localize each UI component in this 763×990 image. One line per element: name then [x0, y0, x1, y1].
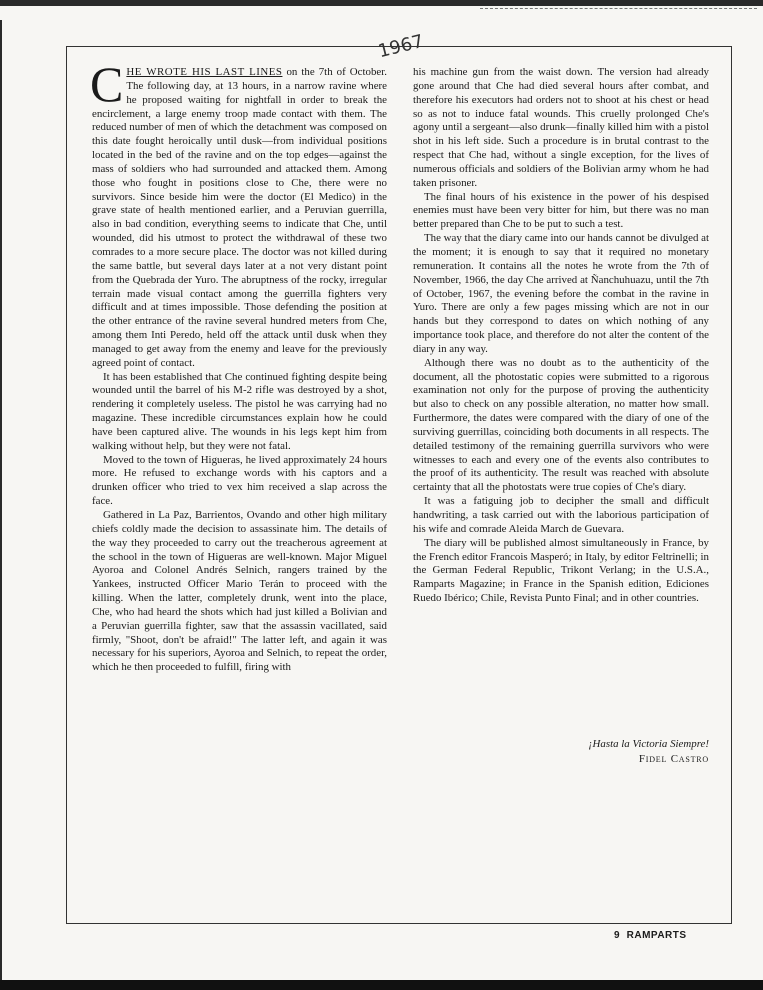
- page-number: 9: [614, 930, 621, 941]
- paragraph-8: Although there was no doubt as to the authenticity of the document, all the photostatic copies were submitted to a rigorous examination not only for the purpose of proving the authenticity but also to check on any possible alteration, no matter how small. Furthermore, the dates were compared with the diary of one of the surviving guerrillas, coinciding both documents in all respects. The detailed testimony of the remaining guerrilla survivors who were witnesses to each and every one of the events also contributes to the proof of its authenticity. The result was reached with absolute certainty that all the photostats were true copies of Che's diary.: [413, 356, 709, 494]
- opening-smallcaps: HE WROTE HIS LAST LINES: [126, 66, 283, 78]
- paragraph-2: It has been established that Che continued fighting despite being wounded until the barrel of his M-2 rifle was destroyed by a shot, rendering it completely useless. The pistol he was carrying had no magazine. These incredible circumstances explain how he could have been captured alive. The wounds in his legs kept him from walking without help, but they were not fatal.: [92, 370, 387, 452]
- handwritten-year-annotation: 1967: [376, 30, 426, 63]
- scan-bottom-edge: [0, 980, 763, 990]
- closing-motto: ¡Hasta la Victoria Siempre!: [588, 738, 709, 750]
- opening-paragraph: [90, 56, 387, 371]
- drop-cap: C: [90, 56, 124, 112]
- author-name: Fidel Castro: [638, 753, 709, 765]
- paragraph-3: Moved to the town of Higueras, he lived approximately 24 hours more. He refused to exchange words with his captors and a drunken officer who tried to vex him received a slap across the face.: [92, 453, 387, 508]
- scan-top-edge: [0, 0, 763, 6]
- signature-block: [413, 737, 709, 767]
- right-column: [413, 66, 709, 606]
- paragraph-10: The diary will be published almost simultaneously in France, by the French editor Francois Masperó; in Italy, by editor Feltrinelli; in the German Federal Republic, Trikont Verlang; in the U.S.A., Ramparts Magazine; in France in the Spanish edition, Ediciones Ruedo Ibérico; Chile, Revista Punto Final; and in other countries.: [413, 536, 709, 605]
- paragraph-4: Gathered in La Paz, Barrientos, Ovando and other high military chiefs coldly made the decision to assassinate him. The details of the way they proceeded to carry out the treacherous agreement at the school in the town of Higueras are well-known. Major Miguel Ayoroa and Colonel Andrés Selnich, rangers trained by the Yankees, instructed Officer Mario Terán to proceed with the killing. When the latter, completely drunk, went into the place, Che, who had heard the shots which had just killed a Bolivian and a Peruvian guerrilla fighter, saw that the assassin vacillated, said firmly, "Shoot, don't be afraid!" The latter left, and again it was necessary for his superiors, Ayoroa and Selnich, to repeat the order, which he then proceeded to fulfill, firing with: [92, 509, 387, 674]
- paragraph-5: his machine gun from the waist down. The version had already gone around that Che had died several hours after combat, and therefore his executors had orders not to shoot at his chest or head so as not to induce fatal wounds. This cruelly prolonged Che's agony until a sergeant—also drunk—finally killed him with a pistol shot in his left side. Such a procedure is in brutal contrast to the respect that Che had, without a single exception, for the lives of numerous officials and soldiers of the Bolivian army whom he had taken prisoner.: [413, 66, 709, 189]
- opening-text: on the 7th of October. The following day, at 13 hours, in a narrow ravine where he proposed waiting for nightfall in order to break the encirclement, a large enemy troop made contact with them. The reduced number of men of which the detachment was composed on this date fought heroically until dusk—from individual positions located in the bed of the ravine and on the top edges—against the mass of soldiers who had surrounded and attacked them. Among those who fought in positions close to Che, there were no survivors. Since beside him were the doctor (El Medico) in the grave state of health mentioned earlier, and a Peruvian guerrilla, also in bad condition, everything seems to indicate that Che, until wounded, did his utmost to protect the withdrawal of these two comrades to a more secure place. The doctor was not killed during the same battle, but several days later at a not very distant point from the Quebrada der Yuro. The abruptness of the rocky, irregular terrain made visual contact among the guerrilla fighters very difficult and at times impossible. Those defending the position at the other entrance of the ravine several hundred meters from Che, among them Inti Peredo, held off the attack until dusk when they managed to get away from the enemy and leave for the previously agreed point of contact.: [92, 66, 387, 369]
- scan-left-edge: [0, 20, 6, 980]
- paragraph-9: It was a fatiguing job to decipher the small and difficult handwriting, a task carried out with the laborious participation of his wife and comrade Aleida March de Guevara.: [413, 495, 709, 535]
- publication-name: RAMPARTS: [626, 930, 687, 941]
- left-column: [90, 56, 387, 675]
- page-footer: [614, 930, 687, 941]
- paragraph-6: The final hours of his existence in the power of his despised enemies must have been very bitter for him, but there was no man better prepared than Che to be put to such a test.: [413, 190, 709, 231]
- paragraph-7: The way that the diary came into our hands cannot be divulged at the moment; it is enough to say that it required no monetary remuneration. It contains all the notes he wrote from the 7th of November, 1966, the day Che arrived at Ñanchuhuazu, until the 7th of October, 1967, the evening before the combat in the ravine in Yuro. There are only a few pages missing which are not in our hands but they correspond to dates on which nothing of any importance took place, and therefore do not alter the content of the diary in any way.: [413, 232, 709, 355]
- scan-dashed-line: [480, 8, 757, 9]
